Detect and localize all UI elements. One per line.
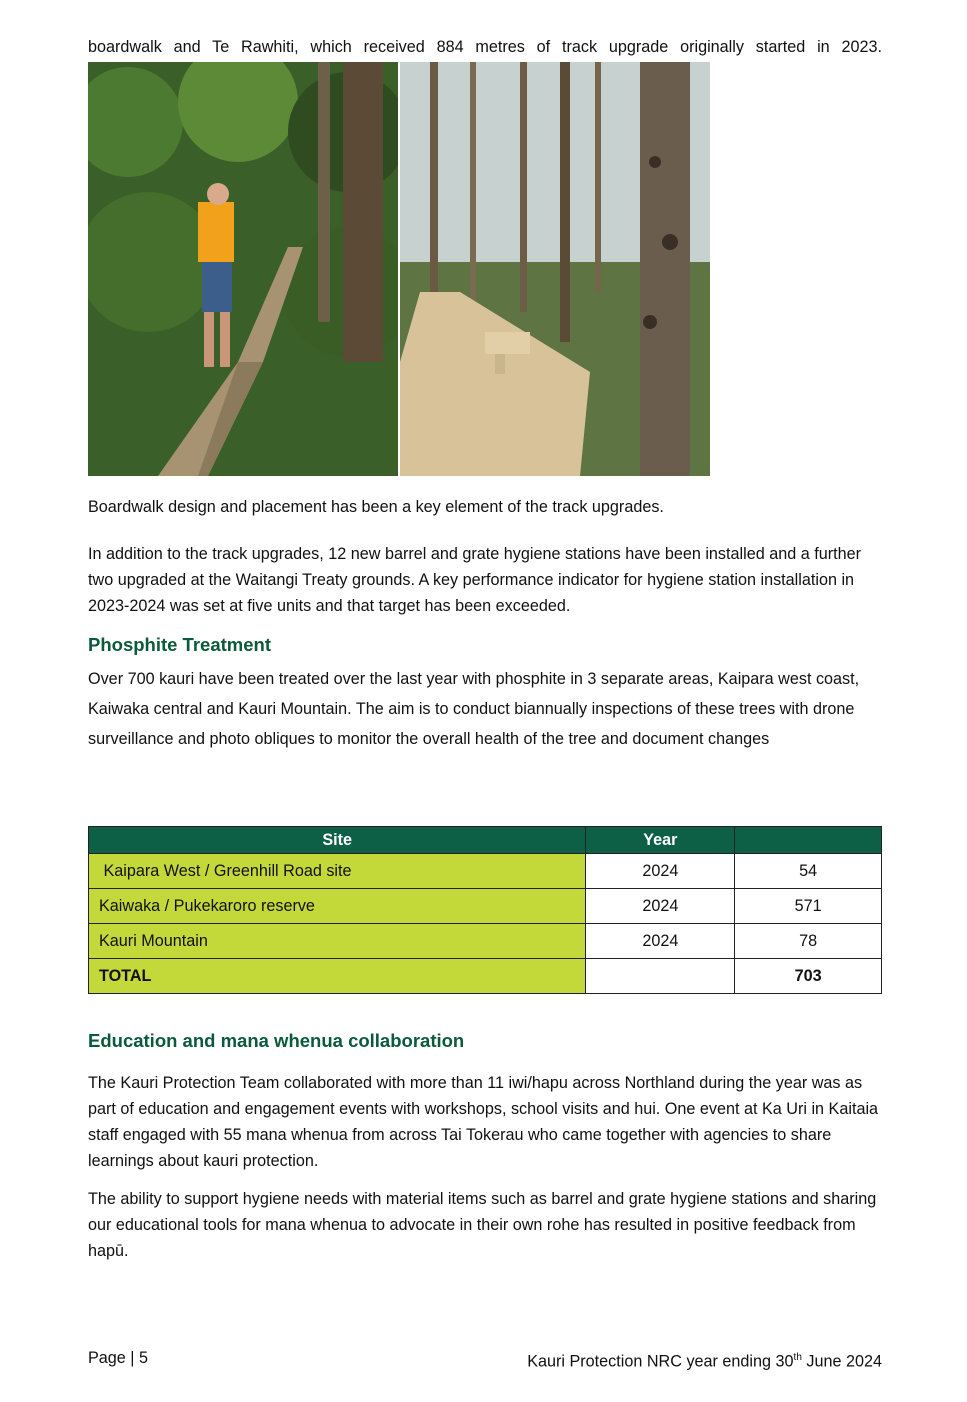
table-cell-year: 2024 <box>586 889 735 924</box>
table-cell-total-label: TOTAL <box>89 959 586 994</box>
table-cell-count: 78 <box>735 924 882 959</box>
page-number: Page | 5 <box>88 1349 149 1367</box>
table-row <box>89 854 882 889</box>
photo-caption: Boardwalk design and placement has been a key element of the track upgrades. <box>88 498 664 516</box>
table-cell-total-count: 703 <box>735 959 882 994</box>
boardwalk-photo-bench-illustration <box>400 62 710 476</box>
phosphite-table <box>88 826 882 994</box>
table-row <box>89 889 882 924</box>
boardwalk-photo-man <box>88 62 398 476</box>
phosphite-paragraph: Over 700 kauri have been treated over the last year with phosphite in 3 separate areas, Kaipara west coast, Kaiwaka central and Kauri Mountain. The aim is to conduct biannually inspections of these trees with drone surveillance and photo obliques to monitor the overall health of the tree and document changes <box>88 670 860 748</box>
report-title-sup: th <box>793 1352 802 1363</box>
table-cell-site: Kaiwaka / Pukekaroro reserve <box>89 889 586 924</box>
education-paragraph-1: The Kauri Protection Team collaborated with more than 11 iwi/hapu across Northland during the year was as part of education and engagement events with workshops, school visits and hui. One event at Ka Uri in Kaitaia staff engaged with 55 mana whenua from across Tai Tokerau who came together with agencies to share learnings about kauri protection. <box>88 1074 879 1170</box>
table-header-site: Site <box>89 827 586 854</box>
boardwalk-photo-bench <box>400 62 710 476</box>
report-title <box>527 1347 882 1372</box>
table-cell-year <box>586 959 735 994</box>
table-cell-site: Kaipara West / Greenhill Road site <box>89 854 586 889</box>
report-title-suffix: June 2024 <box>801 1352 882 1371</box>
table-header-row <box>89 827 882 854</box>
hygiene-paragraph: In addition to the track upgrades, 12 new barrel and grate hygiene stations have been installed and a further two upgraded at the Waitangi Treaty grounds. A key performance indicator for hygiene station installation in 2023-2024 was set at five units and that target has been exceeded. <box>88 545 862 615</box>
table-cell-site: Kauri Mountain <box>89 924 586 959</box>
education-paragraph-2: The ability to support hygiene needs with material items such as barrel and grate hygiene stations and sharing our educational tools for mana whenua to advocate in their own rohe has resulted in positive feedback from hapū. <box>88 1190 877 1260</box>
table-cell-year: 2024 <box>586 924 735 959</box>
table-cell-count: 571 <box>735 889 882 924</box>
table-header-year: Year <box>586 827 735 854</box>
education-heading: Education and mana whenua collaboration <box>88 1030 465 1051</box>
report-title-prefix: Kauri Protection NRC year ending 30 <box>527 1352 794 1371</box>
table-header-count <box>735 827 882 854</box>
table-cell-count: 54 <box>735 854 882 889</box>
intro-line: boardwalk and Te Rawhiti, which received 884 metres of track upgrade originally started in 2023. <box>88 38 882 56</box>
table-total-row <box>89 959 882 994</box>
table-cell-year: 2024 <box>586 854 735 889</box>
phosphite-heading: Phosphite Treatment <box>88 634 271 655</box>
boardwalk-photo-man-illustration <box>88 62 398 476</box>
table-row <box>89 924 882 959</box>
